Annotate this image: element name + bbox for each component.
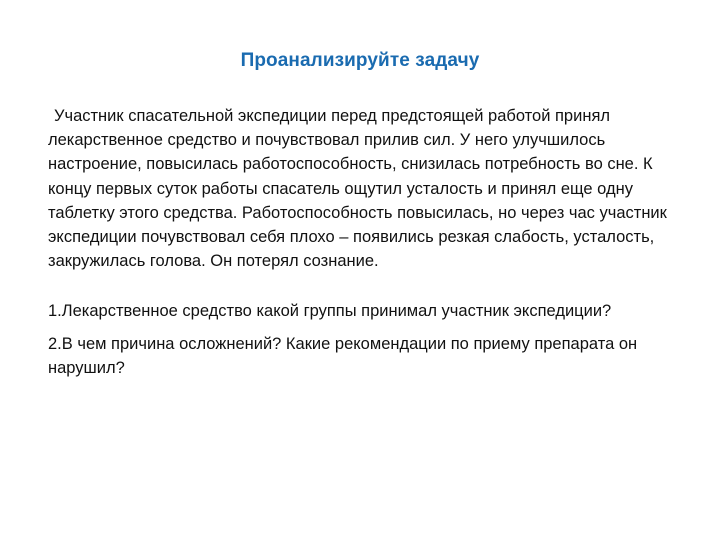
slide-title: Проанализируйте задачу [240, 50, 480, 71]
slide-body [48, 104, 688, 388]
question-item: 1.Лекарственное средство какой группы принимал участник экспедиции? [48, 302, 612, 321]
task-description: Участник спасательной экспедиции перед предстоящей работой принял лекарственное средство и почувствовал прилив сил. У него улучшилось настроение, повысилась работоспособность, снизилась потребность во сне. К концу первых суток работы спасатель ощутил усталость и принял еще одну таблетку этого средства. Работоспособность повысилась, но через час участник экспедиции почувствовал себя плохо – появились резкая слабость, усталость, закружилась голова. Он потерял сознание. [48, 107, 667, 271]
questions-list [48, 299, 688, 380]
question-item: 2.В чем причина осложнений? Какие рекомендации по приему препарата он нарушил? [48, 334, 638, 377]
